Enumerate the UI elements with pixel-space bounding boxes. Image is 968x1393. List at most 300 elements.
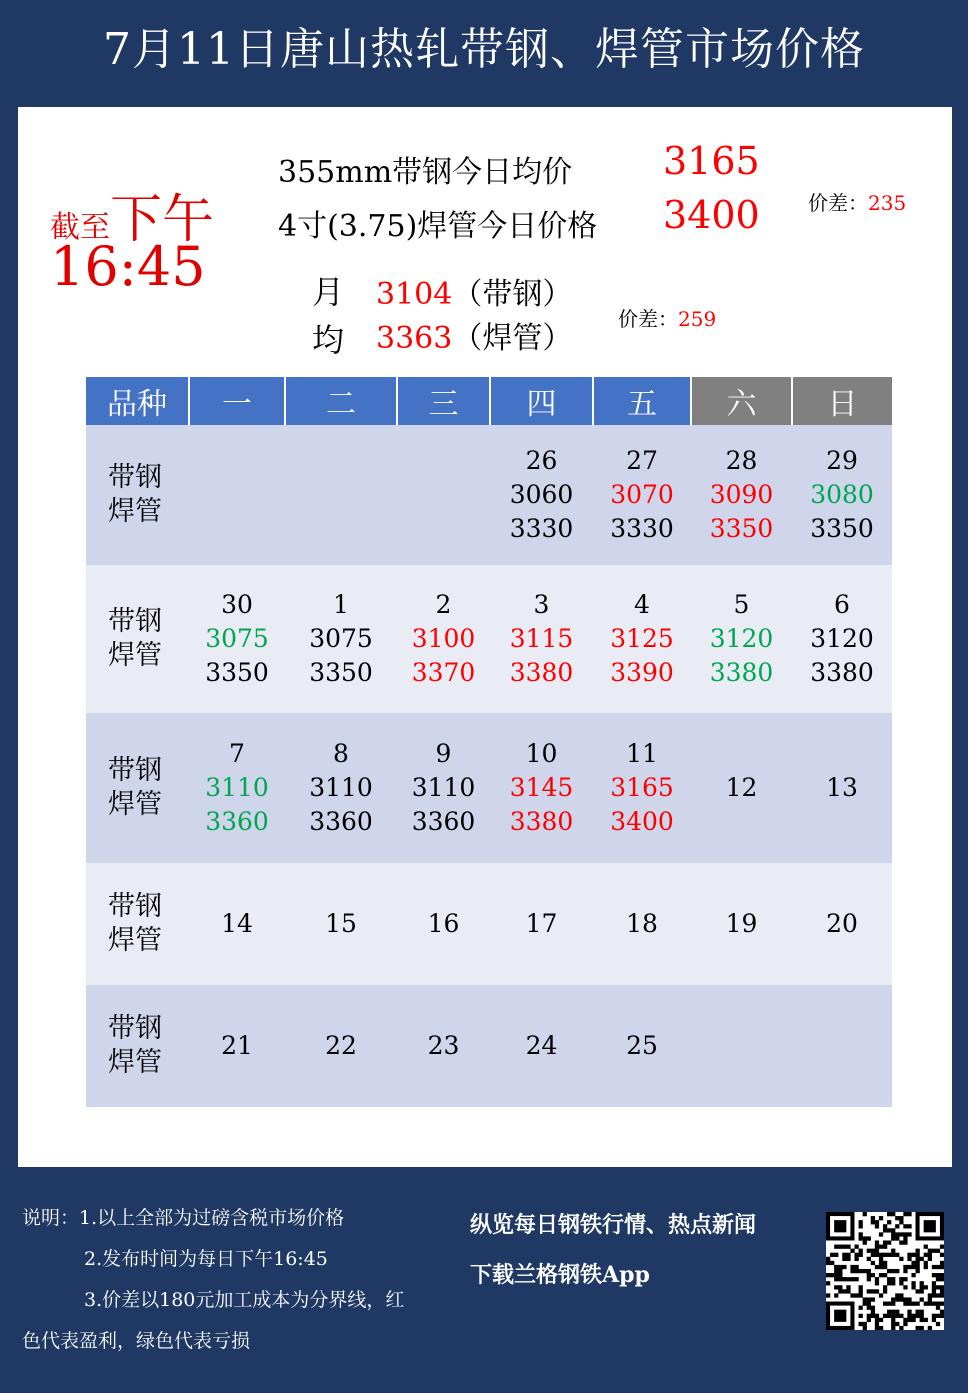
qr-module — [875, 1281, 879, 1285]
qr-module — [891, 1322, 895, 1326]
qr-module — [932, 1302, 936, 1306]
pipe-price: 3360 — [309, 807, 373, 836]
strip-price: 3075 — [309, 624, 373, 653]
qr-module — [940, 1265, 944, 1269]
qr-module — [895, 1253, 899, 1257]
qr-module — [916, 1326, 920, 1330]
qr-module — [899, 1240, 903, 1244]
strip-price: 3110 — [411, 773, 476, 802]
qr-module — [916, 1314, 920, 1318]
qr-module — [911, 1253, 915, 1257]
day-number: 5 — [733, 590, 750, 619]
qr-module — [907, 1224, 911, 1228]
pipe-price: 3350 — [810, 514, 874, 543]
qr-module — [859, 1253, 863, 1257]
qr-module — [859, 1249, 863, 1253]
qr-module — [891, 1297, 895, 1301]
price-calendar — [86, 377, 892, 1107]
qr-module — [903, 1322, 907, 1326]
note-3b: 色代表盈利，绿色代表亏损 — [22, 1330, 251, 1352]
qr-finder-inner — [834, 1220, 846, 1232]
qr-module — [911, 1318, 915, 1322]
qr-module — [875, 1240, 879, 1244]
monthly-strip — [376, 269, 572, 313]
qr-module — [940, 1277, 944, 1281]
monthly-diff-label: 价差： — [618, 307, 678, 331]
qr-module — [903, 1265, 907, 1269]
qr-module — [883, 1245, 887, 1249]
qr-module — [859, 1269, 863, 1273]
pipe-price: 3330 — [610, 514, 674, 543]
strip-price: 3165 — [610, 773, 674, 802]
qr-module — [846, 1257, 850, 1261]
header-sun: 日 — [792, 377, 892, 425]
qr-module — [867, 1273, 871, 1277]
qr-module — [867, 1314, 871, 1318]
qr-module — [826, 1257, 830, 1261]
qr-finder-inner — [924, 1220, 936, 1232]
qr-module — [936, 1306, 940, 1310]
qr-module — [940, 1245, 944, 1249]
day-number: 10 — [525, 739, 558, 768]
day-cell — [691, 863, 792, 985]
monthly-char-1: 月 — [312, 273, 345, 311]
qr-module — [928, 1257, 932, 1261]
day-cell — [397, 985, 490, 1107]
qr-module — [846, 1245, 850, 1249]
qr-module — [867, 1302, 871, 1306]
qr-module — [899, 1326, 903, 1330]
qr-module — [924, 1253, 928, 1257]
qr-module — [871, 1314, 875, 1318]
header-variety: 品种 — [86, 377, 189, 425]
qr-module — [932, 1318, 936, 1322]
strip-price: 3110 — [309, 773, 373, 802]
header-tue: 二 — [285, 377, 397, 425]
day-number: 30 — [221, 590, 253, 619]
qr-module — [936, 1285, 940, 1289]
qr-module — [907, 1232, 911, 1236]
pipe-price: 3360 — [205, 807, 269, 836]
qr-module — [916, 1269, 920, 1273]
pipe-price: 3380 — [509, 807, 574, 836]
qr-module — [867, 1269, 871, 1273]
qr-module — [895, 1216, 899, 1220]
qr-module — [932, 1273, 936, 1277]
variety-pipe-label: 焊管 — [108, 1047, 162, 1078]
qr-module — [916, 1289, 920, 1293]
day-number: 12 — [725, 773, 758, 802]
strip-today-price: 3165 — [663, 139, 760, 183]
monthly-char-2: 均 — [312, 321, 345, 359]
qr-module — [903, 1232, 907, 1236]
qr-module — [863, 1302, 867, 1306]
monthly-pipe-suffix: （焊管） — [452, 321, 573, 356]
qr-module — [936, 1273, 940, 1277]
qr-module — [879, 1253, 883, 1257]
qr-module — [875, 1245, 879, 1249]
qr-module — [854, 1253, 858, 1257]
note-3a: 3.价差以180元加工成本为分界线，红 — [84, 1289, 405, 1311]
day-cell — [490, 985, 593, 1107]
qr-module — [846, 1277, 850, 1281]
qr-module — [895, 1232, 899, 1236]
qr-module — [875, 1277, 879, 1281]
qr-module — [875, 1224, 879, 1228]
qr-module — [879, 1245, 883, 1249]
header-thu: 四 — [490, 377, 593, 425]
qr-module — [850, 1269, 854, 1273]
qr-module — [879, 1273, 883, 1277]
qr-module — [907, 1297, 911, 1301]
qr-module — [879, 1216, 883, 1220]
qr-module — [887, 1281, 891, 1285]
monthly-diff-value: 259 — [678, 307, 717, 331]
qr-module — [834, 1285, 838, 1289]
qr-module — [887, 1310, 891, 1314]
qr-module — [891, 1249, 895, 1253]
qr-module — [875, 1220, 879, 1224]
qr-module — [879, 1265, 883, 1269]
qr-module — [903, 1269, 907, 1273]
qr-module — [928, 1293, 932, 1297]
qr-module — [916, 1310, 920, 1314]
week-row — [86, 985, 892, 1107]
qr-module — [891, 1314, 895, 1318]
qr-module — [932, 1289, 936, 1293]
qr-module — [903, 1285, 907, 1289]
strip-price: 3080 — [810, 480, 874, 509]
qr-module — [891, 1326, 895, 1330]
qr-module — [899, 1232, 903, 1236]
day-number: 18 — [626, 909, 658, 938]
day-cell — [593, 863, 691, 985]
day-cell — [397, 565, 490, 713]
qr-module — [887, 1314, 891, 1318]
qr-module — [867, 1306, 871, 1310]
monthly-strip-suffix: （带钢） — [452, 277, 573, 312]
qr-module — [875, 1265, 879, 1269]
qr-module — [940, 1261, 944, 1265]
day-cell — [593, 565, 691, 713]
variety-label — [86, 713, 189, 863]
qr-module — [838, 1289, 842, 1293]
qr-module — [911, 1265, 915, 1269]
qr-module — [867, 1236, 871, 1240]
pipe-price: 3350 — [205, 658, 269, 687]
qr-module — [838, 1245, 842, 1249]
qr-module — [928, 1326, 932, 1330]
today-diff — [808, 187, 906, 216]
qr-finder-inner — [834, 1310, 846, 1322]
day-number: 11 — [626, 739, 658, 768]
qr-module — [846, 1253, 850, 1257]
day-number: 19 — [725, 909, 758, 938]
qr-module — [920, 1318, 924, 1322]
qr-module — [911, 1273, 915, 1277]
qr-module — [863, 1269, 867, 1273]
day-number: 3 — [533, 590, 550, 619]
qr-module — [911, 1314, 915, 1318]
qr-module — [867, 1249, 871, 1253]
strip-price: 3120 — [709, 624, 774, 653]
day-cell — [285, 985, 397, 1107]
day-cell — [593, 985, 691, 1107]
qr-module — [859, 1224, 863, 1228]
qr-module — [891, 1310, 895, 1314]
week-row — [86, 425, 892, 565]
qr-module — [903, 1297, 907, 1301]
today-diff-label: 价差： — [808, 191, 868, 215]
monthly-pipe-value: 3363 — [376, 321, 453, 356]
qr-module — [834, 1273, 838, 1277]
pipe-today-price: 3400 — [663, 193, 760, 237]
qr-module — [936, 1293, 940, 1297]
pipe-price: 3380 — [709, 658, 774, 687]
day-number: 6 — [834, 590, 850, 619]
qr-module — [887, 1253, 891, 1257]
qr-module — [891, 1302, 895, 1306]
qr-module — [883, 1302, 887, 1306]
qr-module — [899, 1277, 903, 1281]
qr-module — [863, 1326, 867, 1330]
day-cell — [792, 985, 892, 1107]
strip-price: 3100 — [411, 624, 476, 653]
day-cell — [792, 565, 892, 713]
qr-module — [924, 1285, 928, 1289]
qr-module — [879, 1326, 883, 1330]
qr-module — [826, 1281, 830, 1285]
qr-module — [867, 1289, 871, 1293]
qr-module — [932, 1285, 936, 1289]
day-cell — [189, 985, 285, 1107]
qr-module — [883, 1228, 887, 1232]
qr-code-graphic — [826, 1212, 944, 1330]
qr-module — [838, 1273, 842, 1277]
qr-module — [936, 1265, 940, 1269]
week-row — [86, 713, 892, 863]
qr-module — [842, 1289, 846, 1293]
qr-module — [883, 1285, 887, 1289]
qr-module — [830, 1261, 834, 1265]
qr-module — [859, 1236, 863, 1240]
qr-module — [932, 1281, 936, 1285]
day-number: 2 — [435, 590, 452, 619]
variety-strip-label: 带钢 — [108, 891, 162, 922]
qr-module — [911, 1302, 915, 1306]
qr-module — [859, 1306, 863, 1310]
qr-module — [891, 1236, 895, 1240]
qr-module — [907, 1310, 911, 1314]
qr-module — [834, 1265, 838, 1269]
qr-module — [887, 1302, 891, 1306]
qr-module — [924, 1265, 928, 1269]
variety-label — [86, 565, 189, 713]
day-number: 27 — [626, 446, 658, 475]
pipe-price: 3390 — [610, 658, 674, 687]
day-number: 25 — [626, 1031, 658, 1060]
qr-module — [895, 1322, 899, 1326]
qr-module — [859, 1220, 863, 1224]
qr-module — [916, 1249, 920, 1253]
qr-module — [830, 1273, 834, 1277]
variety-pipe-label: 焊管 — [108, 925, 162, 956]
qr-module — [871, 1253, 875, 1257]
strip-price: 3145 — [509, 773, 574, 802]
qr-module — [903, 1277, 907, 1281]
qr-module — [867, 1318, 871, 1322]
qr-module — [916, 1302, 920, 1306]
qr-module — [899, 1314, 903, 1318]
qr-module — [903, 1212, 907, 1216]
qr-module — [891, 1277, 895, 1281]
qr-module — [871, 1261, 875, 1265]
qr-module — [928, 1302, 932, 1306]
day-cell — [593, 713, 691, 863]
variety-strip-label: 带钢 — [108, 462, 162, 493]
day-number: 9 — [435, 739, 452, 768]
qr-module — [903, 1224, 907, 1228]
day-cell — [285, 713, 397, 863]
day-number: 17 — [525, 909, 558, 938]
qr-module — [940, 1273, 944, 1277]
qr-module — [879, 1257, 883, 1261]
qr-module — [891, 1269, 895, 1273]
qr-module — [891, 1212, 895, 1216]
note-1: 说明：1.以上全部为过磅含税市场价格 — [22, 1207, 345, 1229]
day-cell — [189, 565, 285, 713]
qr-module — [875, 1326, 879, 1330]
qr-module — [875, 1253, 879, 1257]
qr-module — [920, 1285, 924, 1289]
header-mon: 一 — [189, 377, 285, 425]
qr-module — [899, 1216, 903, 1220]
qr-module — [879, 1261, 883, 1265]
qr-module — [879, 1293, 883, 1297]
qr-module — [907, 1318, 911, 1322]
variety-label — [86, 863, 189, 985]
qr-module — [846, 1285, 850, 1289]
qr-module — [920, 1310, 924, 1314]
qr-module — [920, 1257, 924, 1261]
day-number: 13 — [826, 773, 858, 802]
qr-module — [838, 1265, 842, 1269]
monthly-diff — [618, 303, 716, 332]
qr-module — [863, 1212, 867, 1216]
qr-module — [867, 1277, 871, 1281]
qr-module — [883, 1265, 887, 1269]
qr-module — [891, 1281, 895, 1285]
day-cell — [691, 425, 792, 565]
qr-module — [883, 1253, 887, 1257]
qr-module — [907, 1302, 911, 1306]
qr-module — [895, 1224, 899, 1228]
day-number: 29 — [826, 446, 858, 475]
day-cell — [490, 425, 593, 565]
qr-module — [863, 1240, 867, 1244]
qr-module — [863, 1236, 867, 1240]
day-cell — [792, 425, 892, 565]
qr-module — [940, 1289, 944, 1293]
week-row — [86, 863, 892, 985]
day-cell — [691, 985, 792, 1107]
day-cell — [792, 713, 892, 863]
page-title: 7月11日唐山热轧带钢、焊管市场价格 — [103, 24, 865, 75]
qr-module — [911, 1285, 915, 1289]
variety-strip-label: 带钢 — [108, 606, 162, 637]
strip-price: 3120 — [810, 624, 874, 653]
qr-module — [871, 1310, 875, 1314]
qr-module — [936, 1314, 940, 1318]
qr-module — [887, 1228, 891, 1232]
qr-module — [834, 1253, 838, 1257]
qr-module — [871, 1216, 875, 1220]
qr-module — [940, 1293, 944, 1297]
variety-pipe-label: 焊管 — [108, 496, 162, 527]
cutoff-time: 16:45 — [50, 235, 206, 298]
qr-module — [928, 1249, 932, 1253]
notes — [22, 1198, 452, 1362]
day-cell — [397, 863, 490, 985]
qr-module — [907, 1257, 911, 1261]
promo — [470, 1200, 756, 1300]
qr-module — [903, 1302, 907, 1306]
qr-module — [932, 1249, 936, 1253]
qr-code-icon[interactable] — [826, 1212, 944, 1330]
pipe-price: 3350 — [309, 658, 373, 687]
qr-module — [830, 1253, 834, 1257]
day-cell — [691, 713, 792, 863]
strip-price: 3110 — [205, 773, 269, 802]
qr-module — [854, 1245, 858, 1249]
qr-module — [940, 1302, 944, 1306]
qr-module — [920, 1314, 924, 1318]
variety-pipe-label: 焊管 — [108, 789, 162, 820]
day-cell — [189, 713, 285, 863]
qr-module — [891, 1318, 895, 1322]
day-cell — [792, 863, 892, 985]
qr-module — [924, 1302, 928, 1306]
qr-module — [916, 1257, 920, 1261]
qr-module — [879, 1318, 883, 1322]
qr-module — [834, 1269, 838, 1273]
variety-strip-label: 带钢 — [108, 1013, 162, 1044]
pipe-today-label: 4寸(3.75)焊管今日价格 — [278, 209, 598, 244]
day-cell — [490, 863, 593, 985]
qr-module — [863, 1322, 867, 1326]
qr-module — [887, 1277, 891, 1281]
pipe-price: 3380 — [509, 658, 574, 687]
qr-module — [871, 1297, 875, 1301]
qr-module — [903, 1240, 907, 1244]
qr-module — [903, 1236, 907, 1240]
variety-label — [86, 425, 189, 565]
qr-module — [911, 1261, 915, 1265]
qr-module — [854, 1293, 858, 1297]
qr-module — [859, 1232, 863, 1236]
day-cell — [397, 425, 490, 565]
strip-price: 3075 — [205, 624, 269, 653]
qr-module — [887, 1240, 891, 1244]
qr-module — [940, 1310, 944, 1314]
day-number: 24 — [525, 1031, 558, 1060]
qr-module — [854, 1265, 858, 1269]
qr-module — [920, 1326, 924, 1330]
qr-module — [940, 1285, 944, 1289]
header-sat: 六 — [691, 377, 792, 425]
qr-module — [895, 1297, 899, 1301]
today-diff-value: 235 — [868, 191, 907, 215]
